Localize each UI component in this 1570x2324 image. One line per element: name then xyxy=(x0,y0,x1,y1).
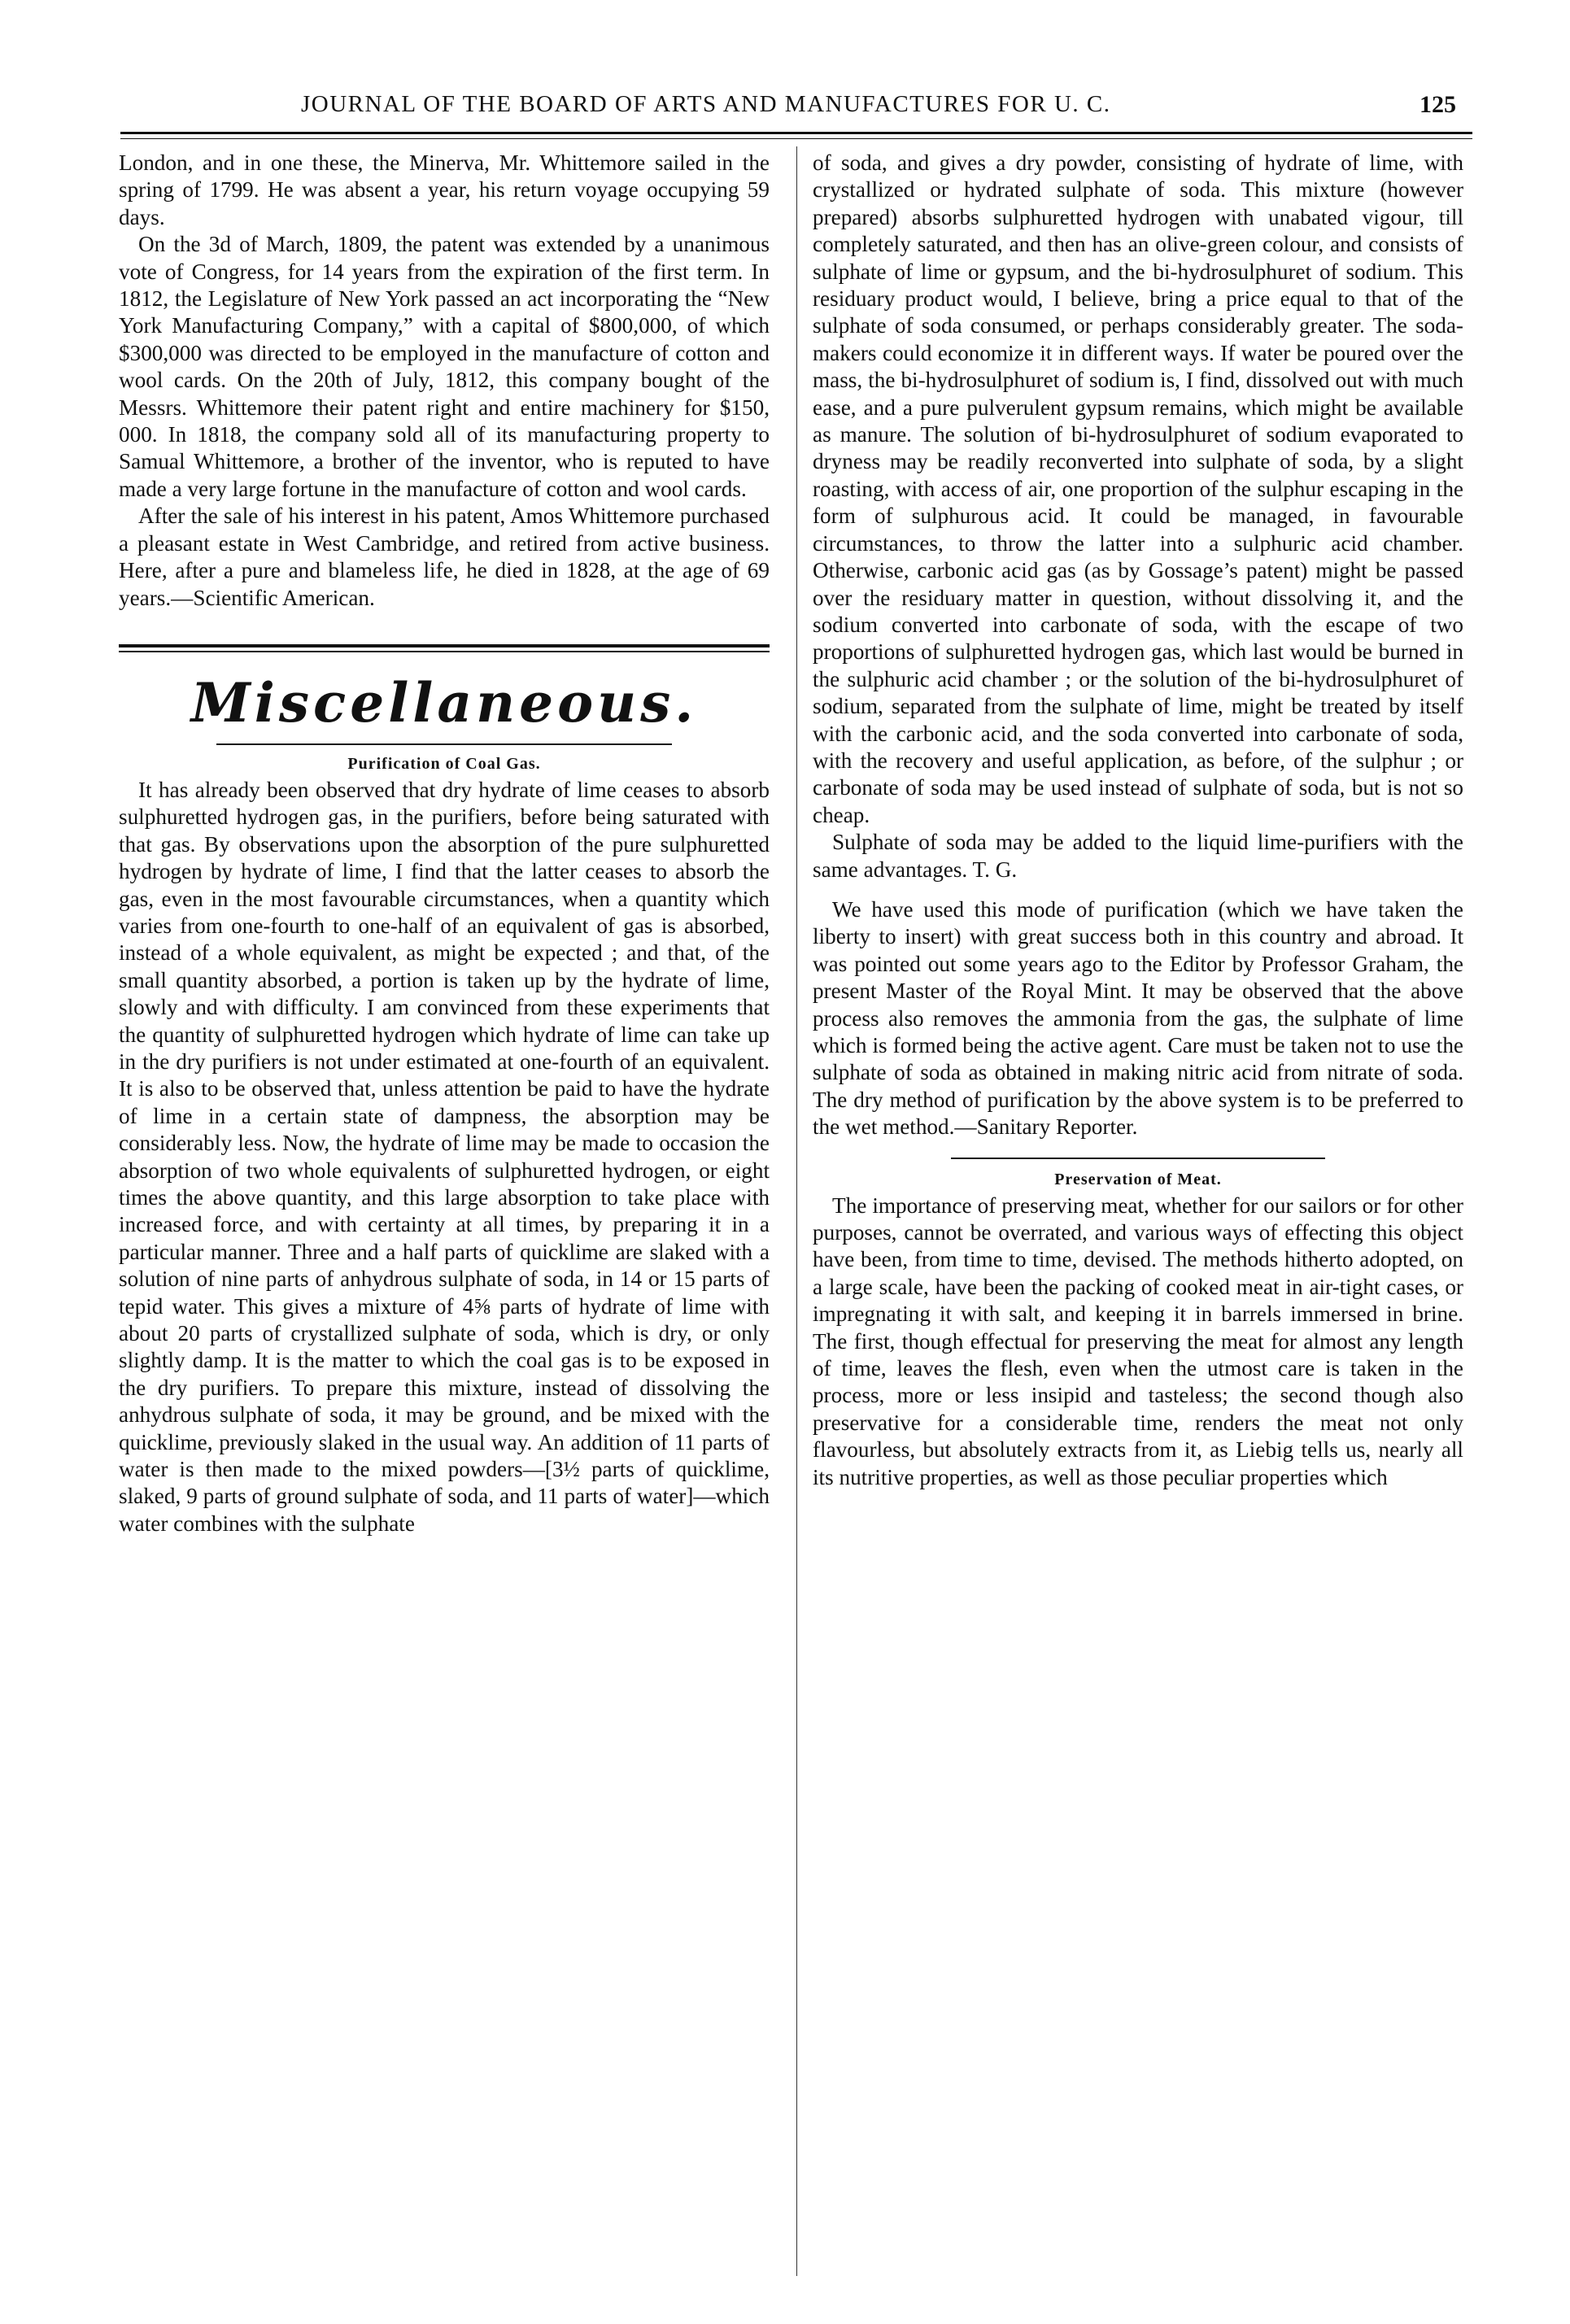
paragraph-patent-extension: On the 3d of March, 1809, the patent was extended by a unanimous vote of Congress, for 14 years from the expiration of the first term. In 1812, the Legislature of New York passed an act incorporating the “New York Manufacturing Company,” with a capital of $800,000, of which $300,000 was directed to be employed in the manufacture of cotton and wool cards. On the 20th of July, 1812, this company bought of the Messrs. Whittemore their patent right and entire machinery for $150, 000. In 1818, the company sold all of its manufacturing property to Samual Whittemore, a brother of the inventor, who is reputed to have made a very large fortune in the manufacture of cotton and wool cards. xyxy=(119,232,770,501)
section-rule-thick xyxy=(119,644,770,647)
paragraph-editor-note: We have used this mode of purification (which we have taken the liberty to insert) with great success both in this country and abroad. It was pointed out some years ago to the Editor by Professor Graham, the present Master of the Royal Mint. It may be observed that the above process also removes the ammonia from the gas, the sulphate of lime which is formed being the active agent. Care must be taken not to use the sulphate of soda as obtained in making nitric acid from nitrate of soda. The dry method of purification by the above system is to be preferred to the wet method.—Sanitary Reporter. xyxy=(813,896,1463,1140)
article-heading-coal-gas: Purification of Coal Gas. xyxy=(347,754,541,773)
section-rule-thin xyxy=(119,651,770,652)
page-number: 125 xyxy=(1420,91,1456,118)
section-heading-underline xyxy=(216,743,672,745)
section-heading-miscellaneous: Miscellaneous. xyxy=(190,670,698,735)
paragraph-whittemore-retirement: After the sale of his interest in his patent, Amos Whittemore purchased a pleasant estate in West Cambridge, and retired from active business. Here, after a pure and blameless life, he died in 1828, at the age of 69 years.—Scientific American. xyxy=(119,504,770,610)
column-divider xyxy=(796,146,797,2276)
paragraph-liquid-purifiers: Sulphate of soda may be added to the liquid lime-purifiers with the same advantages. T. G. xyxy=(813,830,1463,882)
running-header xyxy=(122,91,1472,124)
header-rule-thin xyxy=(120,138,1472,139)
right-column xyxy=(813,150,1463,1491)
paragraph-soda-powder: of soda, and gives a dry powder, consisting of hydrate of lime, with crystallized or hydrated sulphate of soda. This mixture (however prepared) absorbs sulphuretted hydrogen with unabated vigour, till completely saturated, and then has an olive-green colour, and consists of sulphate of lime or gypsum, and the bi-hydrosulphuret of sodium. This residuary product would, I believe, bring a price equal to that of the sulphate of soda consumed, or perhaps considerably greater. The soda-makers could economize it in different ways. If water be poured over the mass, the bi-hydrosulphuret of sodium is, I find, dissolved out with much ease, and a pure pulverulent gypsum remains, which might be available as manure. The solution of bi-hydrosulphuret of sodium evaporated to dryness may be readily reconverted into sulphate of soda, by a slight roasting, with access of air, one proportion of the sulphur escaping in the form of sulphurous acid. It could be managed, in favourable circumstances, to throw the latter into a sulphuric acid chamber. Otherwise, carbonic acid gas (as by Gossage’s patent) might be passed over the residuary matter in question, without dissolving it, and the sodium converted into carbonate of soda, with the escape of two proportions of sulphuretted hydrogen gas, which last would be burned in the sulphuric acid chamber ; or the solution of the bi-hydrosulphuret of sodium, separated from the sulphate of lime, might be treated by itself with the carbonic acid, and the soda converted into carbonate of soda, with the recovery and useful application, as before, of the sulphur ; or carbonate of soda may be used instead of sulphate of soda, but is not so cheap. xyxy=(813,150,1463,827)
header-rule-thick xyxy=(120,132,1472,134)
paragraph-meat-preservation: The importance of preserving meat, whether for our sailors or for other purposes, cannot be overrated, and various ways of effecting this object have been, from time to time, devised. The methods hitherto adopted, on a large scale, have been the packing of cooked meat in air-tight cases, or impregnating it with salt, and keeping it in barrels immersed in brine. The first, though effectual for preserving the meat for almost any length of time, leaves the flesh, even when the utmost care is taken in the process, more or less insipid and tasteless; the second though also preservative for a considerable time, renders the meat not only flavourless, but absolutely extracts from it, as Liebig tells us, nearly all its nutritive properties, as well as those peculiar properties which xyxy=(813,1193,1463,1489)
paragraph-coal-gas-purification: It has already been observed that dry hydrate of lime ceases to absorb sulphuretted hydrogen gas, in the purifiers, before being saturated with that gas. By observations upon the absorption of the pure sulphuretted hydrogen by hydrate of lime, I find that the latter ceases to absorb the gas, even in the most favourable circumstances, when a quantity which varies from one-fourth to one-half of an equivalent of gas is absorbed, instead of a whole equivalent, as might be expected ; and that, of the small quantity absorbed, a portion is taken up by the hydrate of lime, slowly and with difficulty. I am convinced from these experiments that the quantity of sulphuretted hydrogen which hydrate of lime can take up in the dry purifiers is not under estimated at one-fourth of an equivalent. It is also to be observed that, unless attention be paid to have the hydrate of lime in a certain state of dampness, the absorption may be considerably less. Now, the hydrate of lime may be made to occasion the absorption of two whole equivalents of sulphuretted hydrogen, or eight times the above quantity, and this large absorption to take place with increased force, and with certainty at all times, by preparing it in a particular manner. Three and a half parts of quicklime are slaked with a solution of nine parts of anhydrous sulphate of soda, in 14 or 15 parts of tepid water. This gives a mixture of 4⅝ parts of hydrate of lime with about 20 parts of crystallized sulphate of soda, which is dry, or only slightly damp. It is the matter to which the coal gas is to be exposed in the dry purifiers. To prepare this mixture, instead of dissolving the anhydrous sulphate of soda, it may be ground, and be mixed with the quicklime, previously slaked in the usual way. An addition of 11 parts of water is then made to the mixed powders—[3½ parts of quicklime, slaked, 9 parts of ground sulphate of soda, and 11 parts of water]—which water combines with the sulphate xyxy=(119,777,770,1536)
paragraph-whittemore-voyage: London, and in one these, the Minerva, Mr. Whittemore sailed in the spring of 1799. He was absent a year, his return voyage occupying 59 days. xyxy=(119,150,770,229)
article-heading-meat: Preservation of Meat. xyxy=(1054,1170,1222,1188)
left-column xyxy=(119,150,770,1537)
journal-title: JOURNAL OF THE BOARD OF ARTS AND MANUFACTURES FOR U. C. xyxy=(301,91,1111,117)
article-separator xyxy=(951,1158,1325,1159)
